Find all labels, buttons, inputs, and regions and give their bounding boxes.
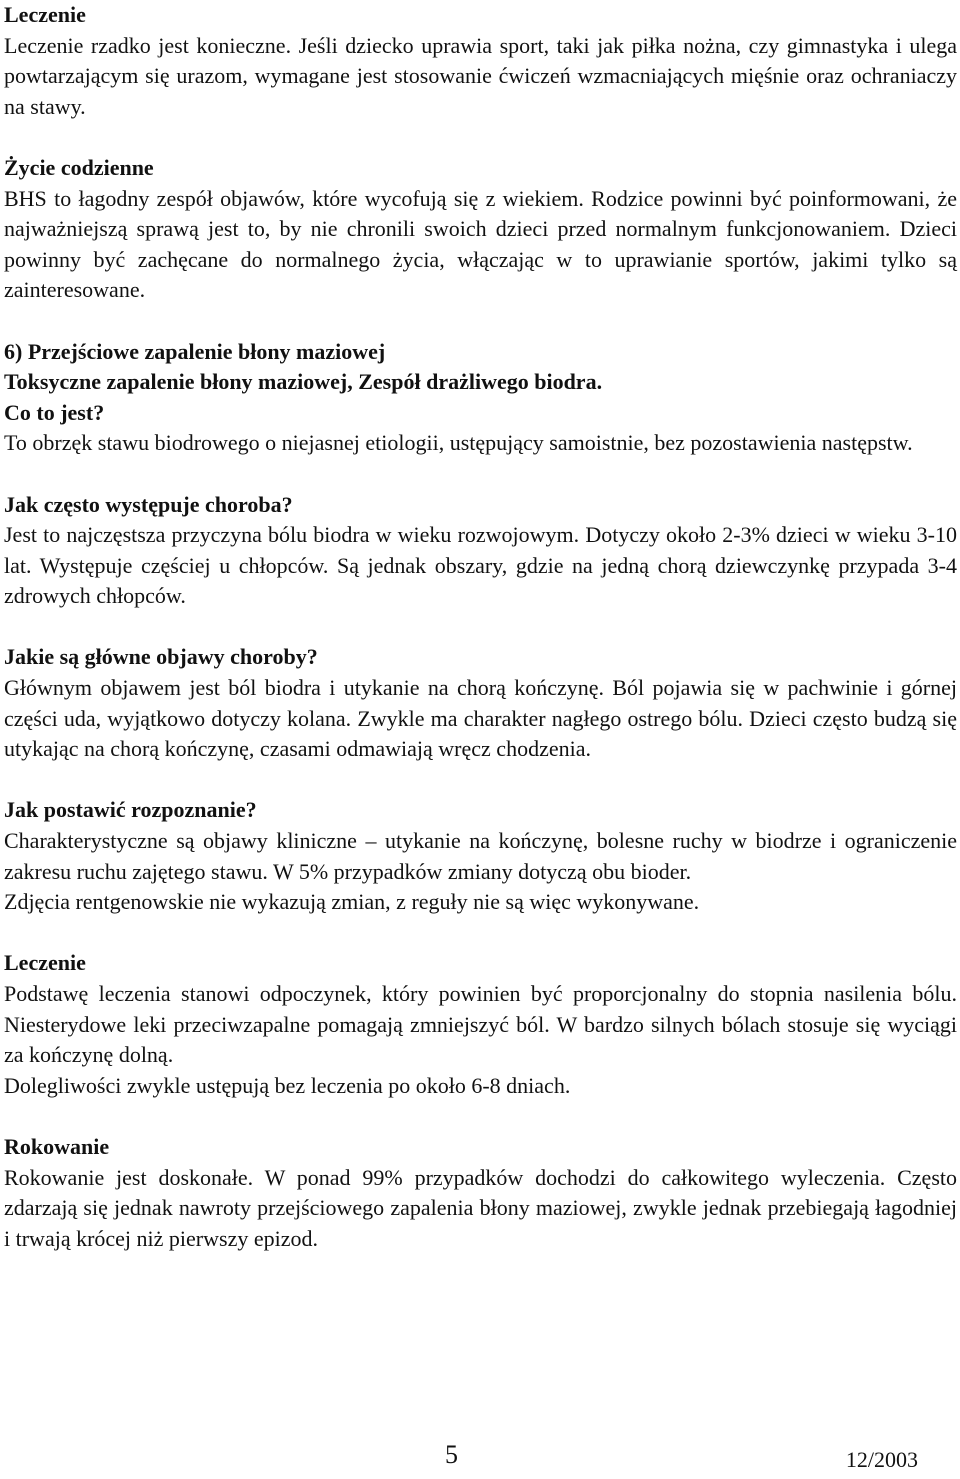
section-transient-synovitis: [4, 337, 957, 459]
document-page: [4, 0, 957, 1254]
section-heading: Jak często występuje choroba?: [4, 491, 293, 517]
paragraph: BHS to łagodny zespół objawów, które wycofują się z wiekiem. Rodzice powinni być poinformowani, że najważniejszą sprawą jest to, by nie chronili swoich dzieci przed normalnym funkcjonowaniem. Dzieci powinny być zachęcane do normalnego życia, włączając w to uprawianie sportów, jakimi tylko są zainteresowane.: [4, 185, 957, 303]
paragraph: Rokowanie jest doskonałe. W ponad 99% przypadków dochodzi do całkowitego wyleczenia. Często zdarzają się jednak nawroty przejściowego zapalenia błony maziowej, zwykle jednak przebiegają łagodniej i trwają krócej niż pierwszy epizod.: [4, 1164, 957, 1251]
paragraph: To obrzęk stawu biodrowego o niejasnej etiologii, ustępujący samoistnie, bez pozostawienia następstw.: [4, 430, 913, 456]
paragraph: Leczenie rzadko jest konieczne. Jeśli dziecko uprawia sport, taki jak piłka nożna, czy gimnastyka i ulega powtarzającym się urazom, wymagane jest stosowanie ćwiczeń wzmacniających mięśnie oraz ochraniaczy na stawy.: [4, 32, 957, 119]
section-prognosis: [4, 1132, 957, 1254]
chapter-title: 6) Przejściowe zapalenie błony maziowej: [4, 338, 386, 364]
section-daily-life: [4, 153, 957, 306]
paragraph: Dolegliwości zwykle ustępują bez leczenia po około 6-8 dniach.: [4, 1072, 571, 1098]
section-heading: Jakie są główne objawy choroby?: [4, 644, 318, 670]
section-heading: Co to jest?: [4, 399, 105, 425]
section-heading: Leczenie: [4, 2, 86, 27]
section-treatment-2: [4, 948, 957, 1101]
paragraph: Głównym objawem jest ból biodra i utykanie na chorą kończynę. Ból pojawia się w pachwinie i górnej części uda, wyjątkowo dotyczy kolana. Zwykle ma charakter nagłego ostrego bólu. Dzieci często budzą się utykając na chorą kończynę, czasami odmawiają wręcz chodzenia.: [4, 675, 957, 762]
section-heading: Jak postawić rozpoznanie?: [4, 797, 257, 823]
chapter-subtitle: Toksyczne zapalenie błony maziowej, Zespół drażliwego biodra.: [4, 369, 603, 395]
section-diagnosis: [4, 795, 957, 917]
paragraph: Podstawę leczenia stanowi odpoczynek, który powinien być proporcjonalny do stopnia nasilenia bólu. Niesterydowe leki przeciwzapalne pomagają zmniejszyć ból. W bardzo silnych bólach stosuje się wyciągi za kończynę dolną.: [4, 981, 957, 1068]
section-treatment-1: [4, 0, 957, 122]
paragraph: Zdjęcia rentgenowskie nie wykazują zmian, z reguły nie są więc wykonywane.: [4, 889, 700, 915]
section-heading: Życie codzienne: [4, 154, 154, 180]
section-heading: Rokowanie: [4, 1133, 110, 1159]
footer-date: 12/2003: [845, 1447, 918, 1472]
paragraph: Jest to najczęstsza przyczyna bólu biodra w wieku rozwojowym. Dotyczy około 2-3% dzieci w wieku 3-10 lat. Występuje częściej u chłopców. Są jednak obszary, gdzie na jedną chorą dziewczynkę przypada 3-4 zdrowych chłopców.: [4, 522, 957, 609]
section-frequency: [4, 490, 957, 612]
page-number: 5: [445, 1440, 458, 1469]
section-heading: Leczenie: [4, 950, 86, 976]
section-symptoms: [4, 642, 957, 764]
paragraph: Charakterystyczne są objawy kliniczne – utykanie na kończynę, bolesne ruchy w biodrze i ograniczenie zakresu ruchu zajętego stawu. W 5% przypadków zmiany dotyczą obu bioder.: [4, 828, 957, 884]
